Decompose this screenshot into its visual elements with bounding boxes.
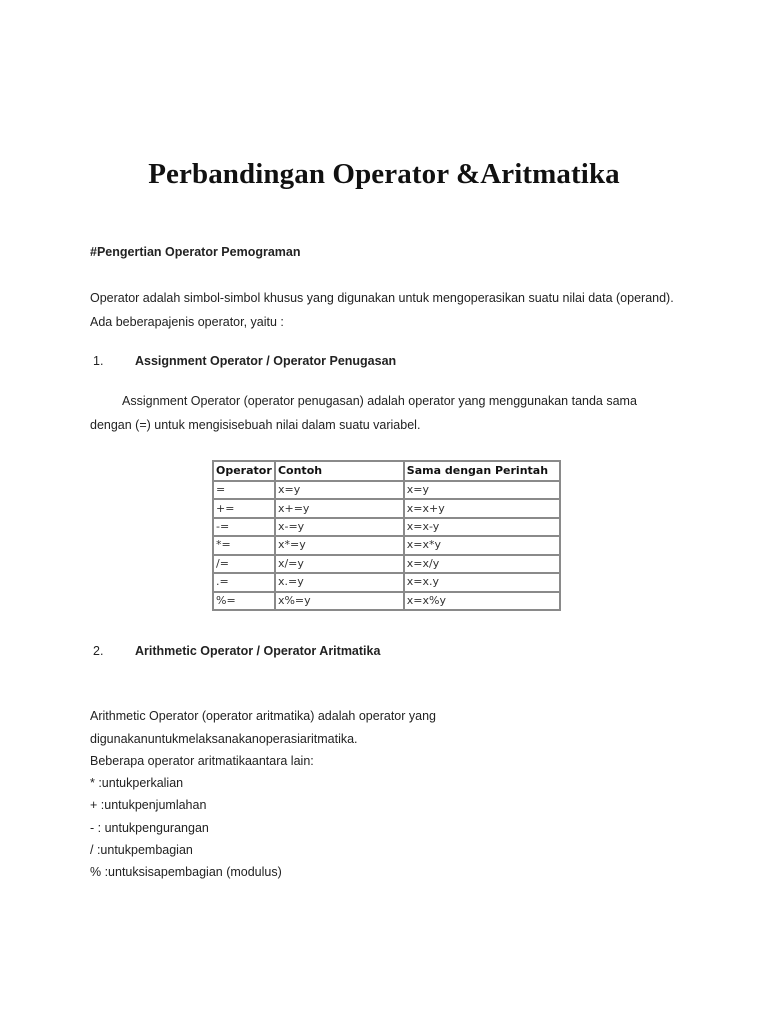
table-cell: x=x-y (404, 518, 560, 536)
item-1-paragraph-line-1: Assignment Operator (operator penugasan) adalah operator yang menggunakan tanda sama (122, 394, 637, 408)
section-heading: #Pengertian Operator Pemograman (90, 245, 301, 259)
page-title: Perbandingan Operator &Aritmatika (148, 158, 620, 190)
item-2-line-8: % :untuksisapembagian (modulus) (90, 865, 282, 879)
item-2-line-4: * :untukperkalian (90, 776, 184, 790)
item-2-line-6: - : untukpengurangan (90, 821, 209, 835)
table-cell: = (213, 481, 275, 499)
table-header-cell: Sama dengan Perintah (404, 461, 560, 481)
item-1-number: 1. (93, 354, 104, 368)
item-1-heading: Assignment Operator / Operator Penugasan (135, 354, 397, 368)
table-header-cell: Contoh (275, 461, 404, 481)
table-cell: x=x/y (404, 555, 560, 573)
item-2-line-2: digunakanuntukmelaksanakanoperasiaritmatika. (90, 732, 358, 746)
table-cell: x.=y (275, 573, 404, 591)
table-row (213, 592, 560, 610)
intro-line-2: Ada beberapajenis operator, yaitu : (90, 315, 284, 329)
table-cell: x-=y (275, 518, 404, 536)
table-cell: x%=y (275, 592, 404, 610)
table-cell: /= (213, 555, 275, 573)
item-2-line-7: / :untukpembagian (90, 843, 193, 857)
item-2-heading: Arithmetic Operator / Operator Aritmatika (135, 644, 381, 658)
table-cell: *= (213, 536, 275, 554)
table-cell: x=y (275, 481, 404, 499)
intro-line-1: Operator adalah simbol-simbol khusus yang digunakan untuk mengoperasikan suatu nilai data (operand). (90, 291, 674, 305)
item-2-line-3: Beberapa operator aritmatikaantara lain: (90, 754, 314, 768)
item-2-line-5: + :untukpenjumlahan (90, 798, 207, 812)
table-cell: += (213, 499, 275, 517)
item-2-number: 2. (93, 644, 104, 658)
table-cell: .= (213, 573, 275, 591)
table-cell: x=x.y (404, 573, 560, 591)
table-cell: x/=y (275, 555, 404, 573)
table-cell: x*=y (275, 536, 404, 554)
assignment-operator-table (212, 460, 561, 611)
table-cell: x+=y (275, 499, 404, 517)
table-row (213, 555, 560, 573)
item-1-paragraph-line-2: dengan (=) untuk mengisisebuah nilai dalam suatu variabel. (90, 418, 421, 432)
table-row (213, 518, 560, 536)
table-row (213, 536, 560, 554)
item-2-line-1: Arithmetic Operator (operator aritmatika) adalah operator yang (90, 709, 436, 723)
table-header-cell: Operator (213, 461, 275, 481)
table-row (213, 573, 560, 591)
table-cell: %= (213, 592, 275, 610)
table-cell: x=x+y (404, 499, 560, 517)
table-cell: -= (213, 518, 275, 536)
table-cell: x=x%y (404, 592, 560, 610)
table-cell: x=y (404, 481, 560, 499)
table-row (213, 481, 560, 499)
table-row (213, 499, 560, 517)
table-cell: x=x*y (404, 536, 560, 554)
table-header-row (213, 461, 560, 481)
